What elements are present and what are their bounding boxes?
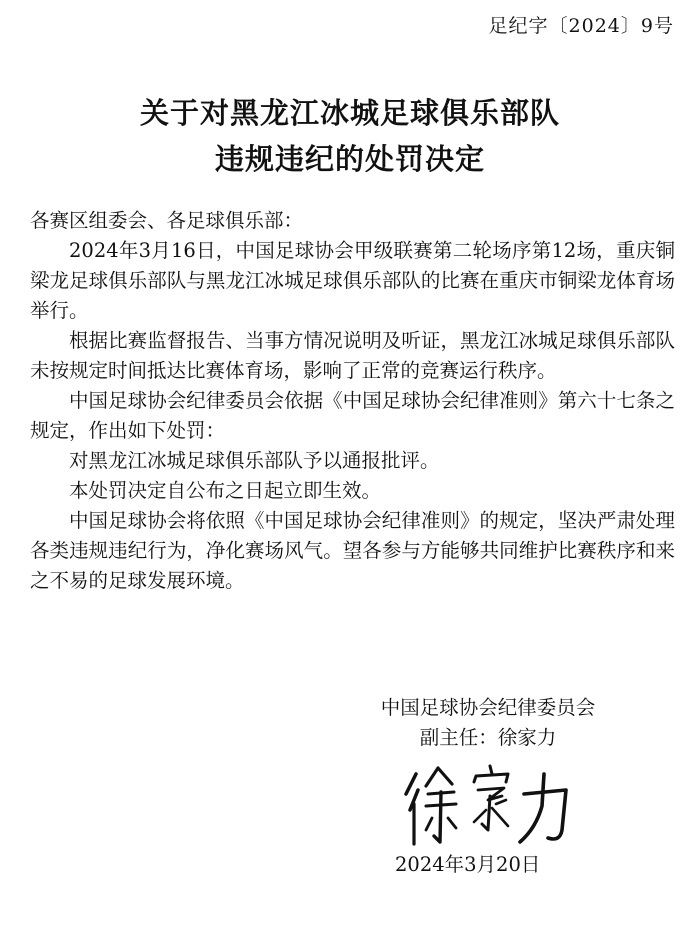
title-line-2: 违规违纪的处罚决定 xyxy=(214,142,485,176)
title-line-1: 关于对黑龙江冰城足球俱乐部队 xyxy=(139,96,560,130)
paragraph-match-info: 2024年3月16日，中国足球协会甲级联赛第二轮场序第12场，重庆铜梁龙足球俱乐部队与黑龙江冰城足球俱乐部队的比赛在重庆市铜梁龙体育场举行。 xyxy=(30,239,675,322)
document-number: 足纪字〔2024〕9号 xyxy=(488,15,674,37)
document-title xyxy=(0,90,700,182)
signing-organization: 中国足球协会纪律委员会 xyxy=(380,696,596,719)
paragraph-closing: 中国足球协会将依照《中国足球协会纪律准则》的规定，坚决严肃处理各类违规违纪行为，净化赛场风气。望各参与方能够共同维护比赛秩序和来之不易的足球发展环境。 xyxy=(30,509,675,592)
salutation: 各赛区组委会、各足球俱乐部： xyxy=(30,209,304,232)
signatory-role: 副主任：徐家力 xyxy=(419,726,557,749)
handwritten-signature xyxy=(398,760,578,850)
signature-block xyxy=(348,693,628,753)
paragraph-effective: 本处罚决定自公布之日起立即生效。 xyxy=(69,479,382,502)
paragraph-basis: 中国足球协会纪律委员会依据《中国足球协会纪律准则》第六十七条之规定，作出如下处罚： xyxy=(30,389,675,442)
paragraph-findings: 根据比赛监督报告、当事方情况说明及听证，黑龙江冰城足球俱乐部队未按规定时间抵达比赛体育场，影响了正常的竞赛运行秩序。 xyxy=(30,329,675,382)
paragraph-penalty: 对黑龙江冰城足球俱乐部队予以通报批评。 xyxy=(69,449,440,472)
signing-date: 2024年3月20日 xyxy=(395,853,541,876)
document-body xyxy=(30,206,675,596)
